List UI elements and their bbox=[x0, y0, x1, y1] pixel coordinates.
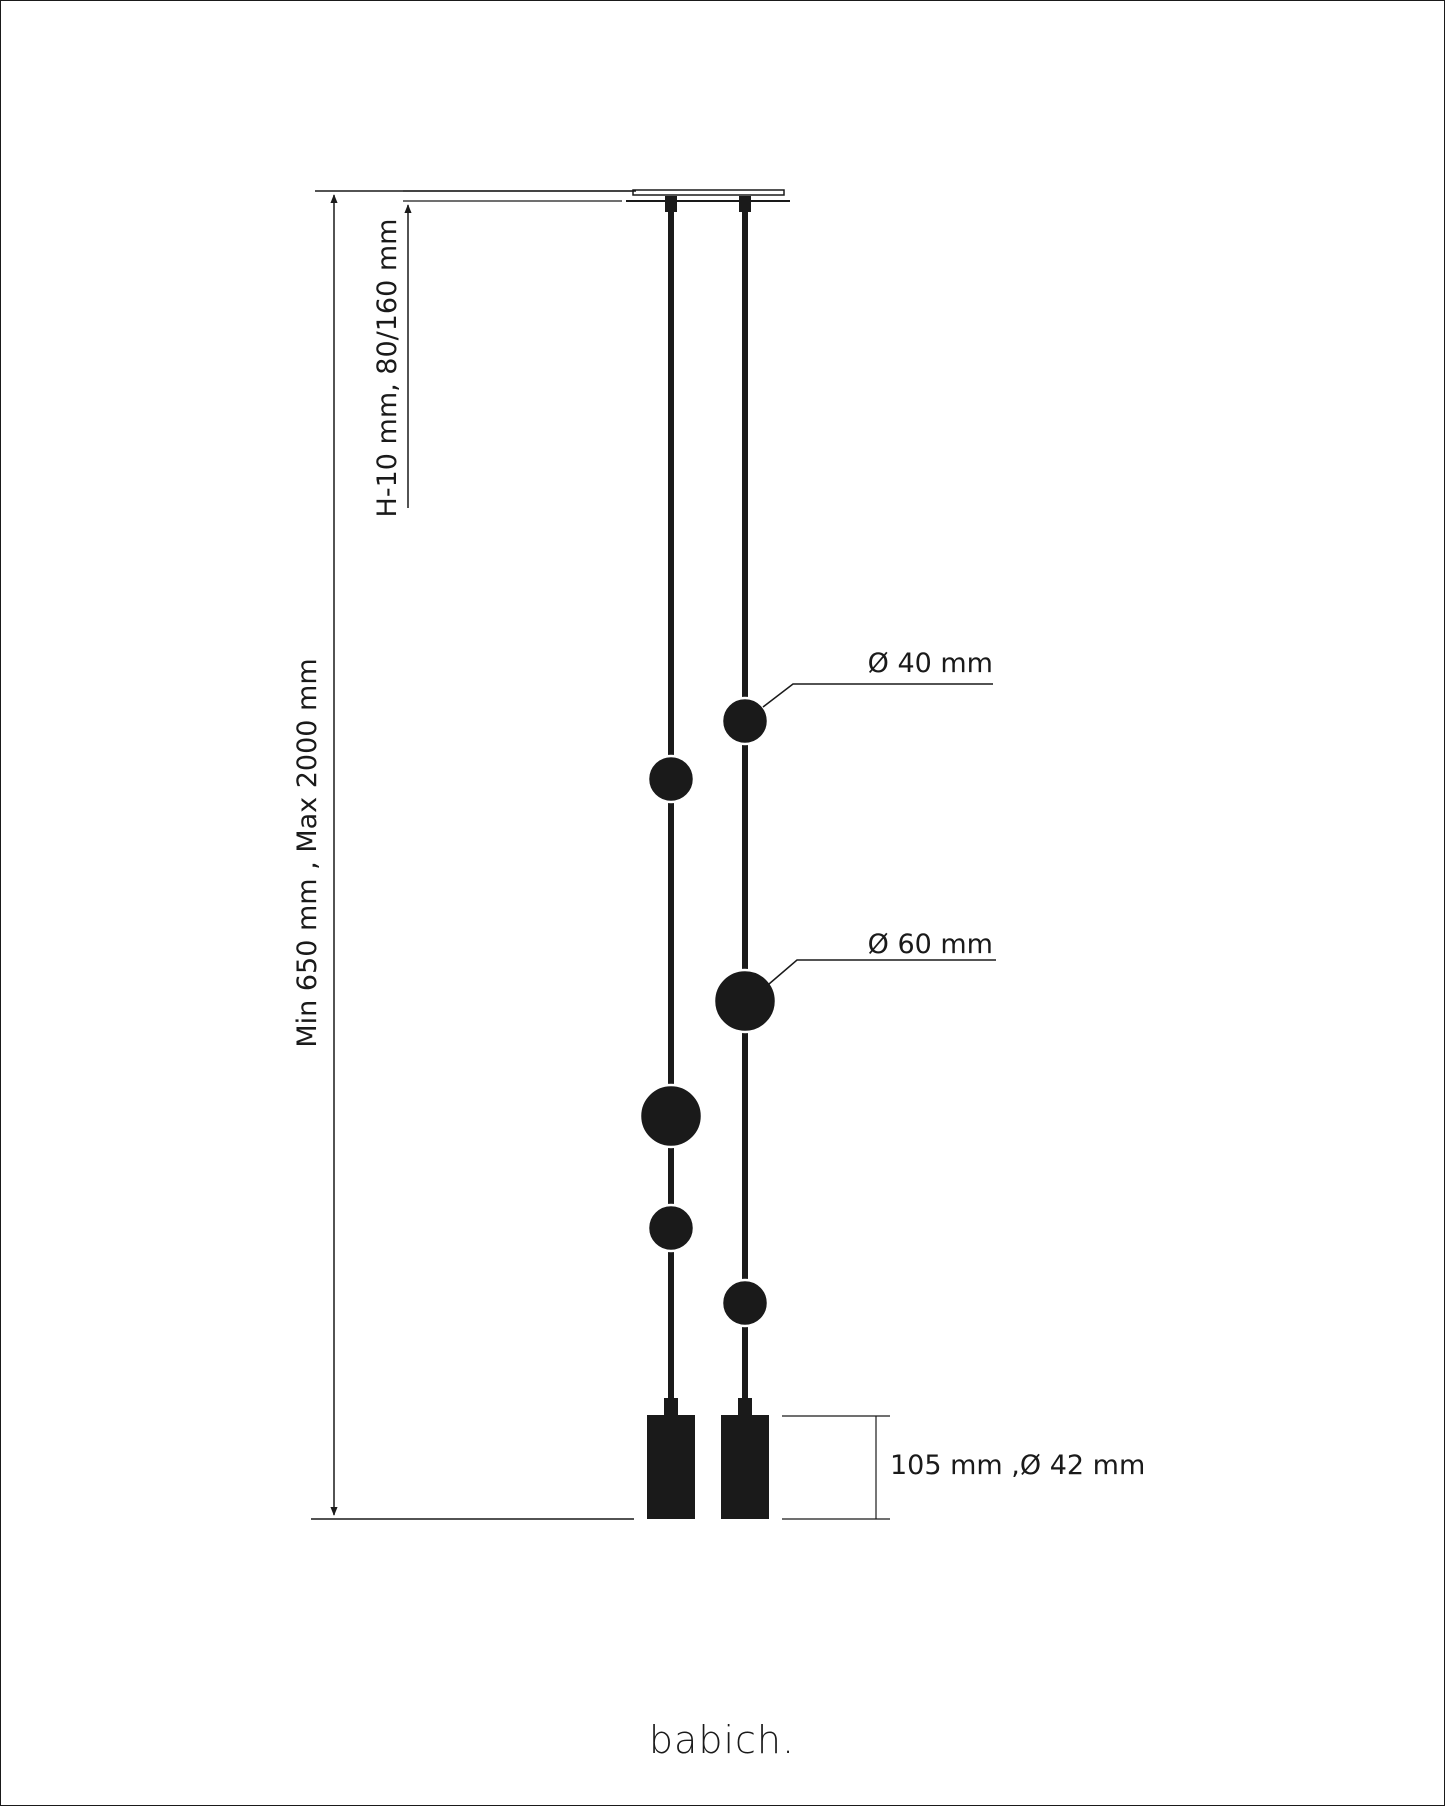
total-height-label: Min 650 mm , Max 2000 mm bbox=[292, 658, 323, 1048]
total-height-dimension bbox=[292, 191, 636, 1519]
large-ball-callout bbox=[769, 929, 996, 984]
canopy-offset-dimension bbox=[372, 191, 634, 517]
socket-dimension bbox=[782, 1416, 1145, 1519]
large-ball-label: Ø 60 mm bbox=[867, 929, 993, 960]
socket-label: 105 mm ,Ø 42 mm bbox=[890, 1450, 1146, 1481]
bead-small-3 bbox=[722, 698, 768, 744]
bead-small-2 bbox=[648, 1205, 694, 1251]
socket-right bbox=[721, 1415, 769, 1519]
bead-small-4 bbox=[722, 1280, 768, 1326]
small-ball-label: Ø 40 mm bbox=[867, 648, 993, 679]
pendant-left bbox=[640, 196, 702, 1519]
socket-left bbox=[647, 1415, 695, 1519]
brand-logo: babich. bbox=[648, 1718, 796, 1762]
small-ball-callout bbox=[763, 648, 993, 707]
bead-small-1 bbox=[648, 756, 694, 802]
pendant-right bbox=[714, 196, 776, 1519]
ceiling-canopy bbox=[626, 190, 790, 201]
canopy-offset-label: H-10 mm, 80/160 mm bbox=[372, 218, 403, 518]
bead-large-1 bbox=[640, 1085, 702, 1147]
bead-large-2 bbox=[714, 970, 776, 1032]
